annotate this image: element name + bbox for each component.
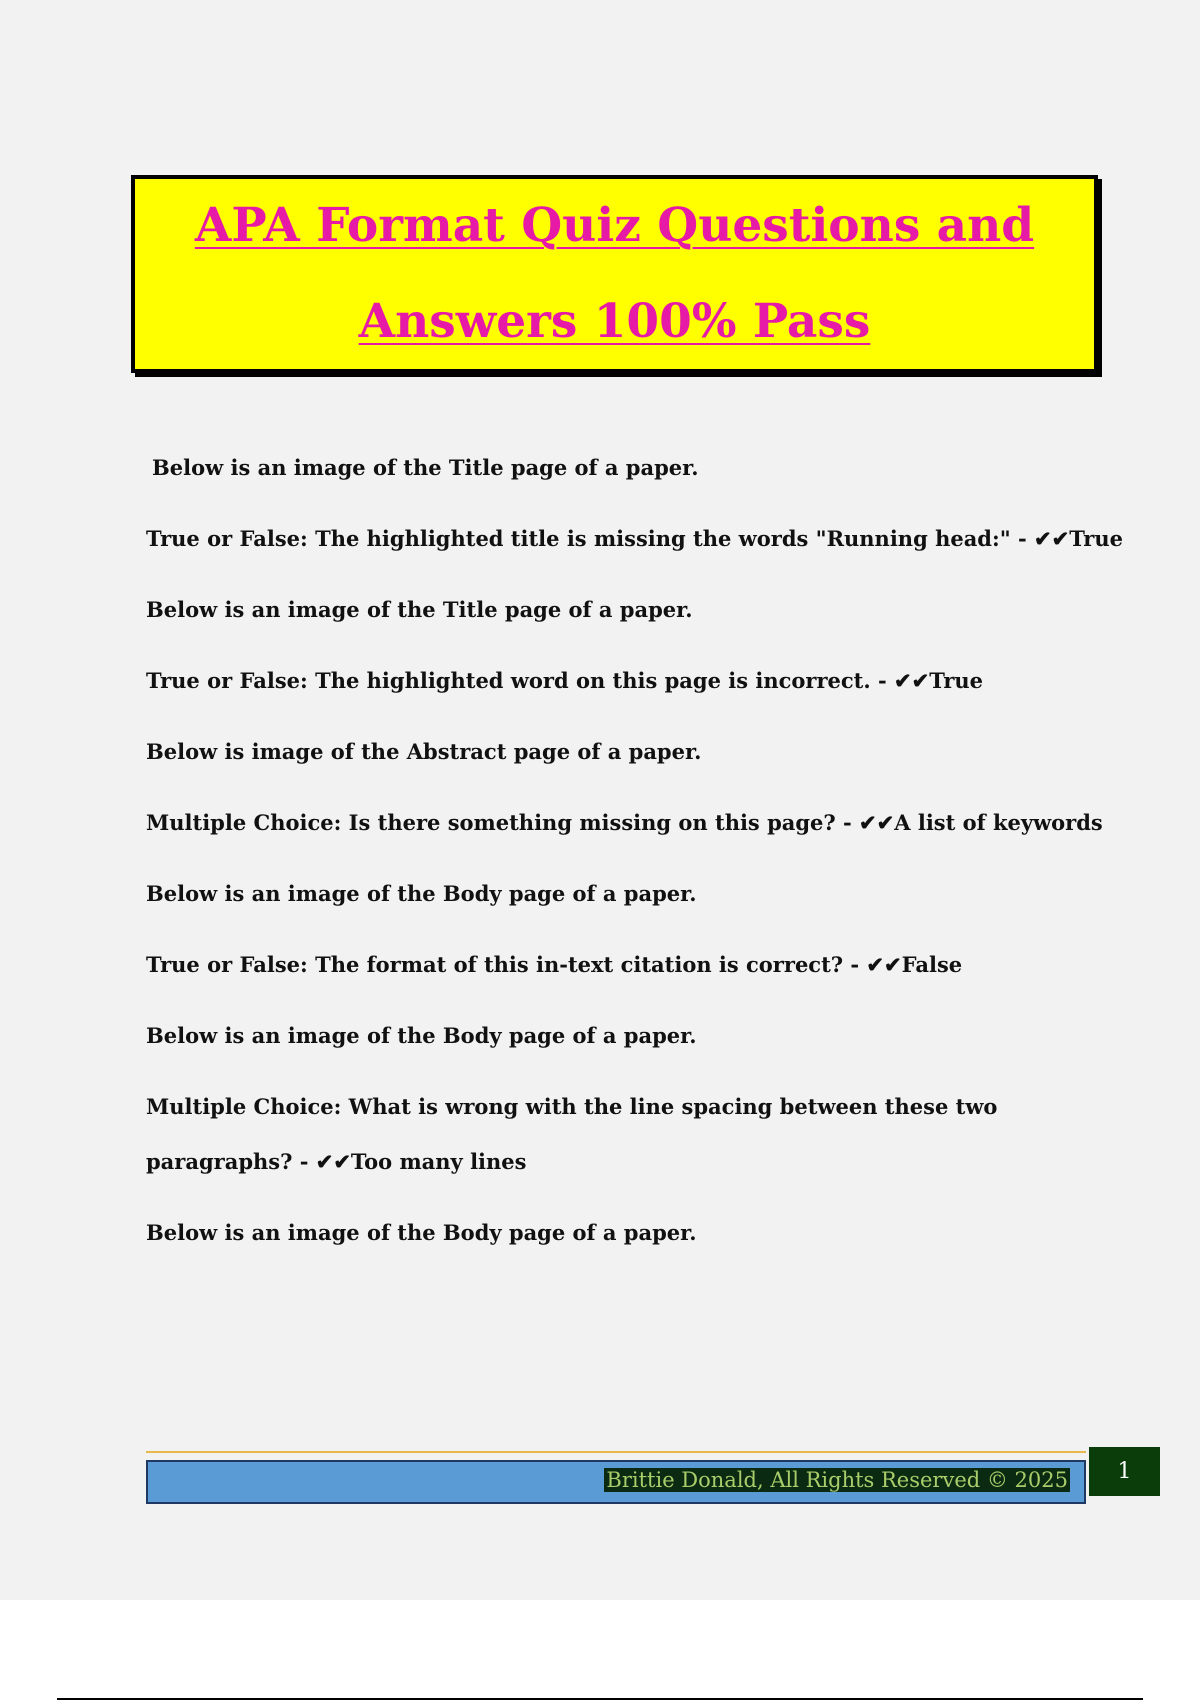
question-answer: True or False: The highlighted word on this page is incorrect. - ✔✔True	[146, 668, 984, 693]
question-intro: Below is an image of the Body page of a paper.	[146, 1023, 697, 1048]
question-answer-line-1: Multiple Choice: What is wrong with the line spacing between these two	[146, 1094, 998, 1119]
question-answer: True or False: The format of this in-text citation is correct? - ✔✔False	[146, 952, 963, 977]
quiz-content	[146, 455, 1124, 1291]
question-intro: Below is an image of the Title page of a paper.	[152, 455, 699, 480]
page-number: 1	[1089, 1447, 1160, 1496]
footer-bar	[146, 1460, 1086, 1504]
question-answer: Multiple Choice: Is there something missing on this page? - ✔✔A list of keywords	[146, 810, 1103, 835]
title-banner	[131, 175, 1098, 373]
question-answer-line-2: paragraphs? - ✔✔Too many lines	[146, 1149, 527, 1174]
question-intro: Below is image of the Abstract page of a paper.	[146, 739, 702, 764]
question-answer: True or False: The highlighted title is missing the words "Running head:" - ✔✔True	[146, 526, 1124, 551]
question-intro: Below is an image of the Body page of a paper.	[146, 1220, 697, 1245]
footer-divider	[146, 1451, 1086, 1453]
question-intro: Below is an image of the Title page of a paper.	[146, 597, 693, 622]
copyright-text: Brittie Donald, All Rights Reserved © 2025	[606, 1468, 1068, 1492]
title-line-2: Answers 100% Pass	[358, 294, 871, 349]
question-intro: Below is an image of the Body page of a paper.	[146, 881, 697, 906]
title-line-1: APA Format Quiz Questions and	[194, 198, 1035, 253]
